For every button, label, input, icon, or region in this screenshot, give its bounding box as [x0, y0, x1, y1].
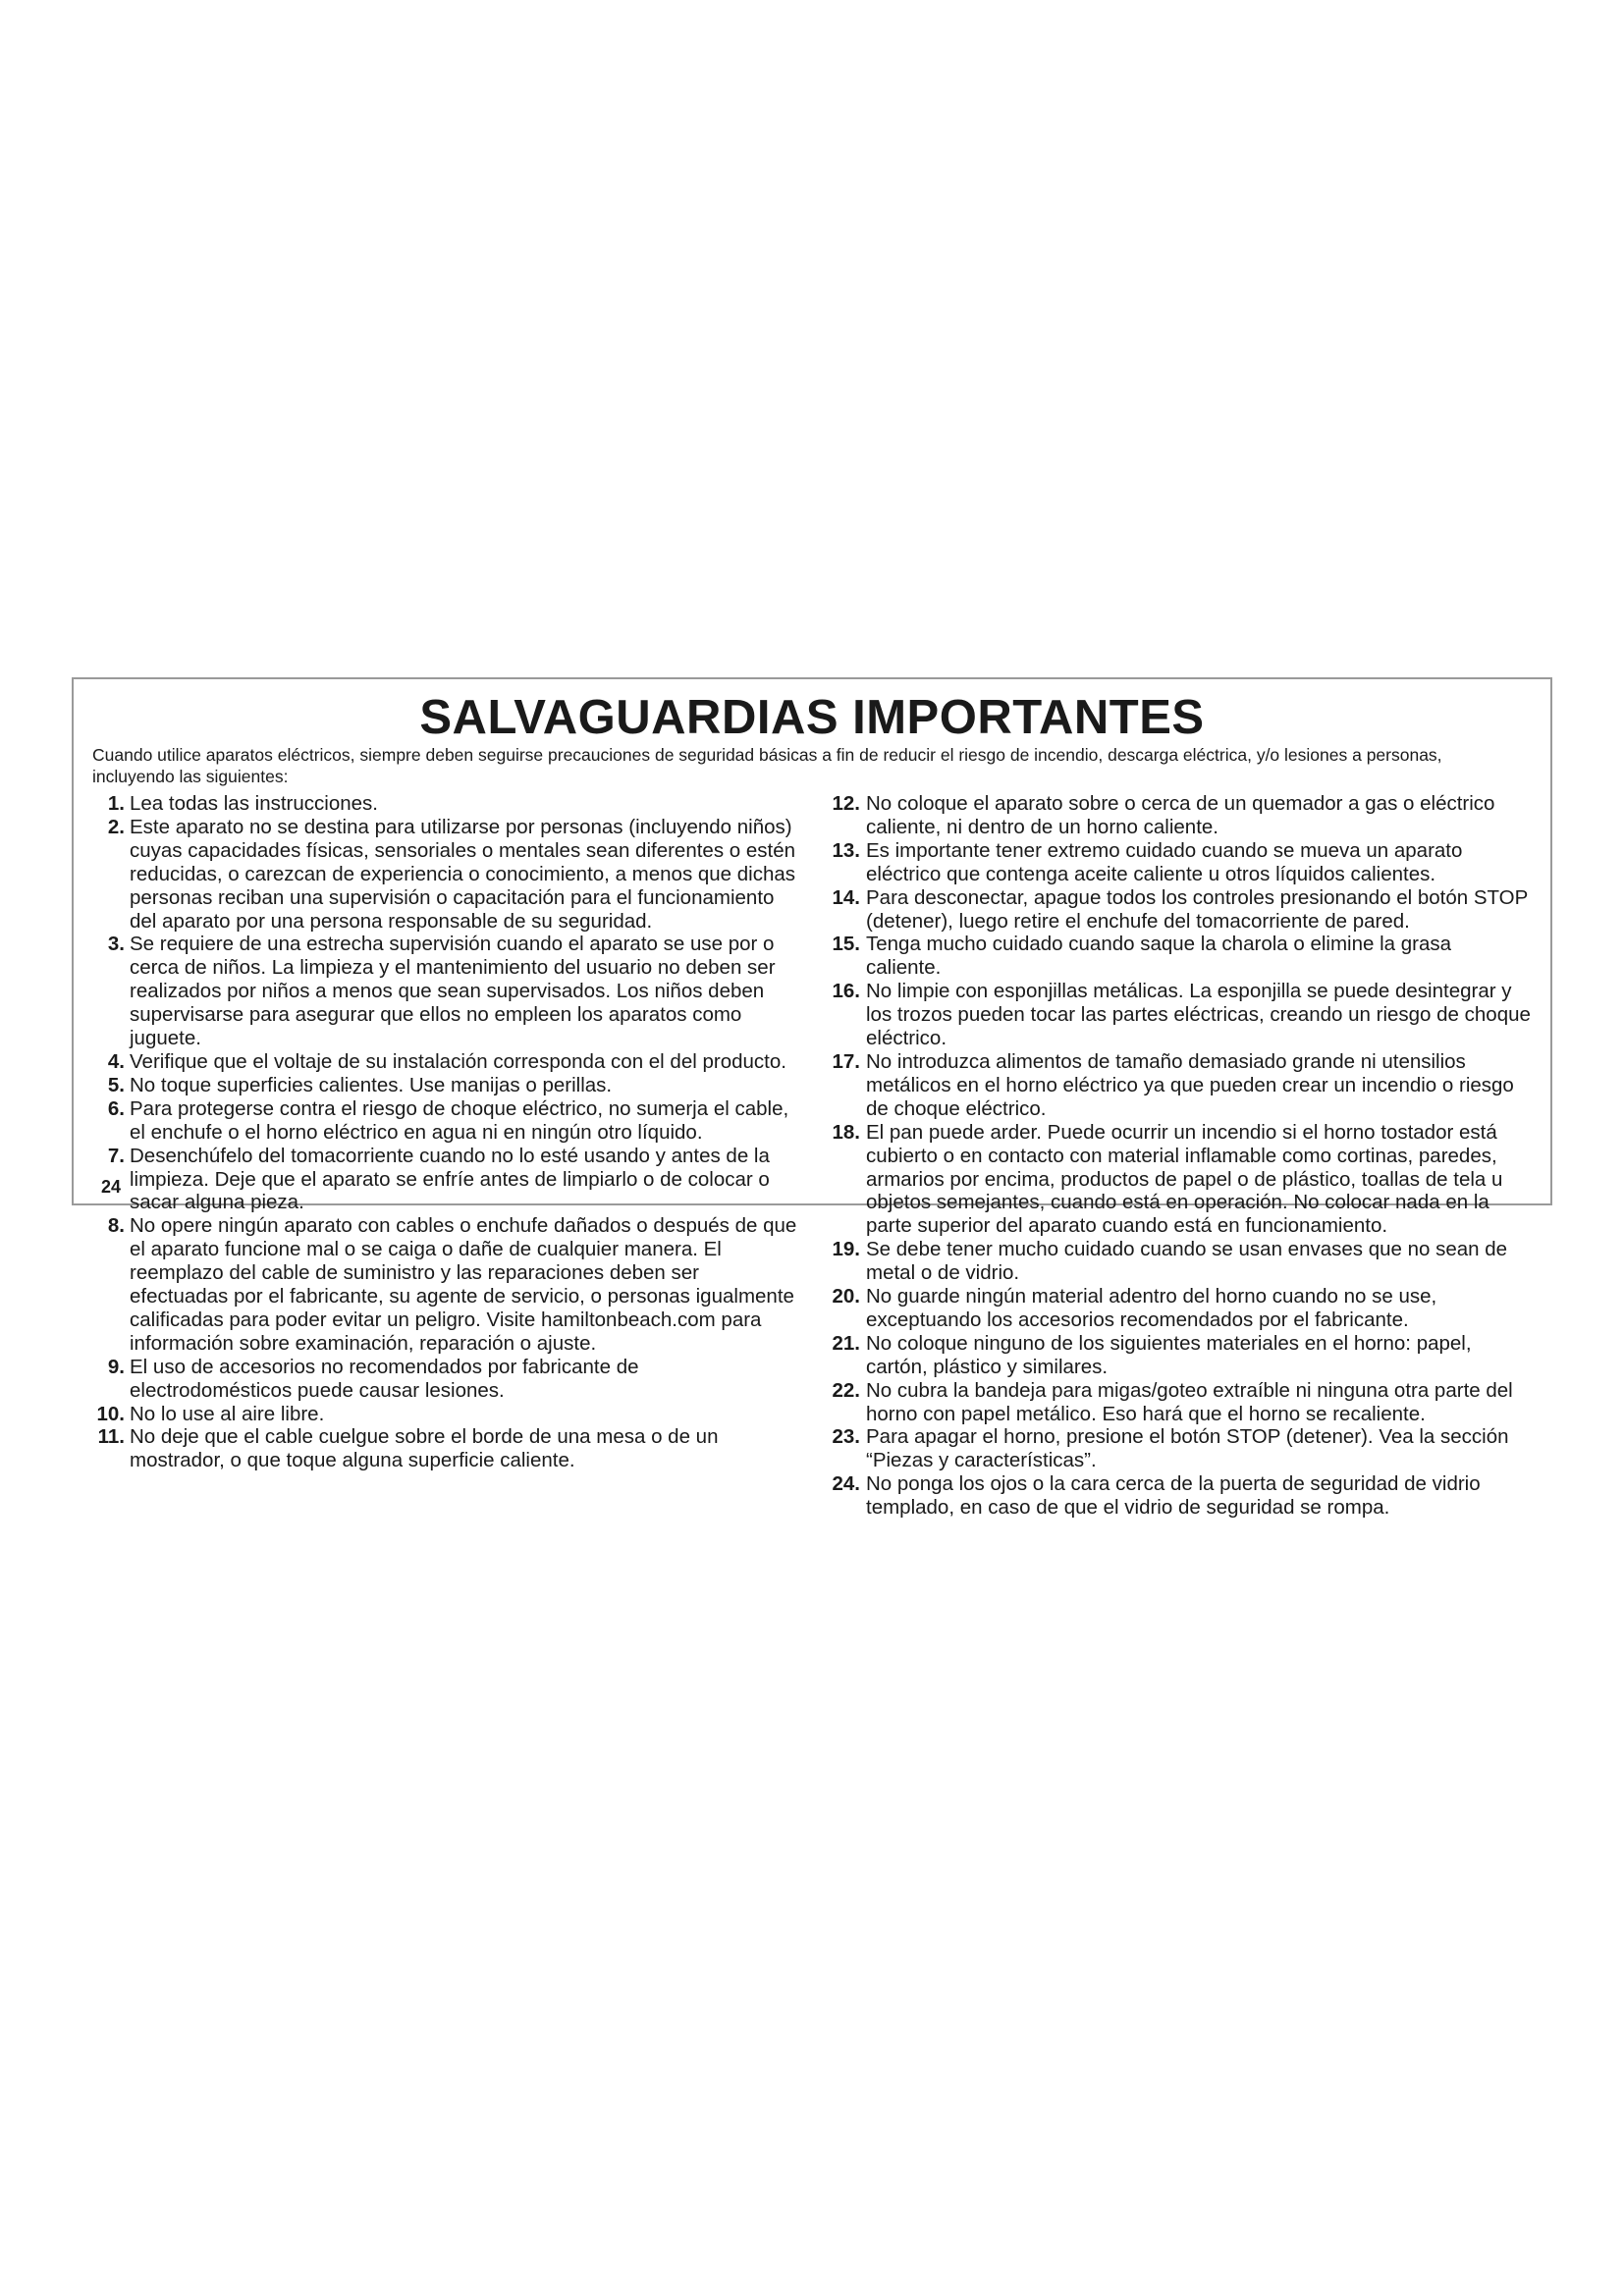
list-item — [825, 933, 1532, 980]
list-item — [825, 1285, 1532, 1332]
list-item — [92, 1425, 799, 1472]
list-item — [825, 1332, 1532, 1379]
item-text: Es importante tener extremo cuidado cuando se mueva un aparato eléctrico que contenga aceite caliente u otros líquidos calientes. — [866, 838, 1463, 885]
item-number: 17. — [832, 1049, 860, 1073]
item-text: El pan puede arder. Puede ocurrir un incendio si el horno tostador está cubierto o en contacto con material inflamable como cortinas, paredes, armarios por encima, productos de papel o de plástico, toallas de tela u objetos semejantes, cuando está en operación. No colocar nada en la parte superior del aparato cuando está en funcionamiento. — [866, 1120, 1503, 1238]
item-text: Este aparato no se destina para utilizarse por personas (incluyendo niños) cuyas capacidades físicas, sensoriales o mentales sean diferentes o estén reducidas, o carezcan de experiencia o conocimiento, a menos que dichas personas reciban una supervisión o capacitación para el funcionamiento del aparato por una persona responsable de su seguridad. — [130, 815, 796, 933]
item-number: 6. — [107, 1096, 125, 1120]
list-item — [825, 980, 1532, 1050]
item-text: No guarde ningún material adentro del horno cuando no se use, exceptuando los accesorios recomendados por el fabricante. — [866, 1285, 1437, 1331]
item-text: No opere ningún aparato con cables o enchufe dañados o después de que el aparato funcione mal o se caiga o dañe de cualquier manera. El reemplazo del cable de suministro y las reparaciones deben ser efectuadas por el fabricante, su agente de servicio, o personas igualmente calificadas para poder evitar un peligro. Visite hamiltonbeach.com para información sobre examinación, reparación o ajuste. — [130, 1214, 797, 1355]
list-item — [92, 792, 799, 816]
item-number: 2. — [107, 815, 125, 838]
item-text: No toque superficies calientes. Use manijas o perillas. — [130, 1073, 613, 1096]
item-text: No cubra la bandeja para migas/goteo extraíble ni ninguna otra parte del horno con papel metálico. Eso hará que el horno se recaliente. — [866, 1378, 1513, 1425]
item-number: 1. — [107, 792, 125, 815]
item-text: Tenga mucho cuidado cuando saque la charola o elimine la grasa caliente. — [866, 933, 1452, 980]
item-number: 12. — [832, 792, 860, 815]
item-text: Para apagar el horno, presione el botón STOP (detener). Vea la sección “Piezas y características”. — [866, 1425, 1509, 1472]
item-number: 20. — [832, 1285, 860, 1308]
item-number: 24. — [832, 1472, 860, 1496]
list-item — [825, 886, 1532, 934]
item-text: El uso de accesorios no recomendados por fabricante de electrodomésticos puede causar lesiones. — [130, 1355, 639, 1402]
list-item — [825, 1472, 1532, 1520]
item-number: 19. — [832, 1238, 860, 1261]
list-item — [825, 1379, 1532, 1426]
item-text: Lea todas las instrucciones. — [130, 792, 378, 815]
item-number: 21. — [832, 1331, 860, 1355]
item-number: 18. — [832, 1120, 860, 1144]
list-item — [825, 839, 1532, 886]
intro-paragraph: Cuando utilice aparatos eléctricos, siempre deben seguirse precauciones de seguridad básicas a fin de reducir el riesgo de incendio, descarga eléctrica, y/o lesiones a personas, incluyendo las siguientes: — [92, 745, 1442, 786]
item-text: No introduzca alimentos de tamaño demasiado grande ni utensilios metálicos en el horno eléctrico ya que pueden crear un incendio o riesgo de choque eléctrico. — [866, 1049, 1514, 1120]
right-column-list — [825, 792, 1532, 1520]
list-item — [92, 1356, 799, 1403]
item-number: 7. — [107, 1144, 125, 1167]
list-item — [92, 1214, 799, 1355]
item-number: 4. — [107, 1049, 125, 1073]
list-item — [92, 1097, 799, 1145]
item-number: 8. — [107, 1214, 125, 1238]
item-text: Se debe tener mucho cuidado cuando se usan envases que no sean de metal o de vidrio. — [866, 1238, 1508, 1285]
list-item — [825, 1121, 1532, 1239]
item-number: 3. — [107, 933, 125, 956]
list-item — [825, 1425, 1532, 1472]
item-text: No limpie con esponjillas metálicas. La esponjilla se puede desintegrar y los trozos pueden tocar las partes eléctricas, creando un riesgo de choque eléctrico. — [866, 980, 1531, 1050]
item-text: No deje que el cable cuelgue sobre el borde de una mesa o de un mostrador, o que toque alguna superficie caliente. — [130, 1425, 719, 1472]
page-title: SALVAGUARDIAS IMPORTANTES — [419, 691, 1205, 744]
item-text: No lo use al aire libre. — [130, 1402, 325, 1425]
page-number: 24 — [101, 1177, 122, 1197]
item-number: 9. — [107, 1355, 125, 1378]
list-item — [92, 1074, 799, 1097]
item-text: Verifique que el voltaje de su instalación corresponda con el del producto. — [130, 1049, 786, 1073]
item-number: 13. — [832, 838, 860, 862]
list-item — [825, 1050, 1532, 1121]
list-item — [92, 816, 799, 934]
list-item — [825, 792, 1532, 839]
left-column-list — [92, 792, 799, 1472]
list-item — [92, 1145, 799, 1215]
item-text: No ponga los ojos o la cara cerca de la puerta de seguridad de vidrio templado, en caso de que el vidrio de seguridad se rompa. — [866, 1472, 1481, 1520]
item-number: 10. — [96, 1402, 125, 1425]
list-item — [92, 1403, 799, 1426]
item-number: 23. — [832, 1425, 860, 1449]
item-number: 14. — [832, 885, 860, 909]
item-text: Desenchúfelo del tomacorriente cuando no lo esté usando y antes de la limpieza. Deje que el aparato se enfríe antes de limpiarlo o de colocar o sacar alguna pieza. — [130, 1144, 770, 1214]
item-number: 5. — [107, 1073, 125, 1096]
list-item — [92, 933, 799, 1050]
item-text: No coloque ninguno de los siguientes materiales en el horno: papel, cartón, plástico y similares. — [866, 1331, 1472, 1378]
list-item — [92, 1050, 799, 1074]
item-text: Se requiere de una estrecha supervisión cuando el aparato se use por o cerca de niños. La limpieza y el mantenimiento del usuario no deben ser realizados por niños a menos que sean supervisados. Los niños deben supervisarse para asegurar que ellos no empleen los aparatos como juguete. — [130, 933, 776, 1050]
item-number: 22. — [832, 1378, 860, 1402]
item-number: 15. — [832, 933, 860, 956]
item-number: 16. — [832, 980, 860, 1003]
list-item — [825, 1238, 1532, 1285]
item-number: 11. — [97, 1425, 125, 1449]
item-text: Para protegerse contra el riesgo de choque eléctrico, no sumerja el cable, el enchufe o el horno eléctrico en agua ni en ningún otro líquido. — [130, 1096, 789, 1144]
item-text: Para desconectar, apague todos los controles presionando el botón STOP (detener), luego retire el enchufe del tomacorriente de pared. — [866, 885, 1528, 933]
item-text: No coloque el aparato sobre o cerca de un quemador a gas o eléctrico caliente, ni dentro de un horno caliente. — [866, 792, 1495, 838]
